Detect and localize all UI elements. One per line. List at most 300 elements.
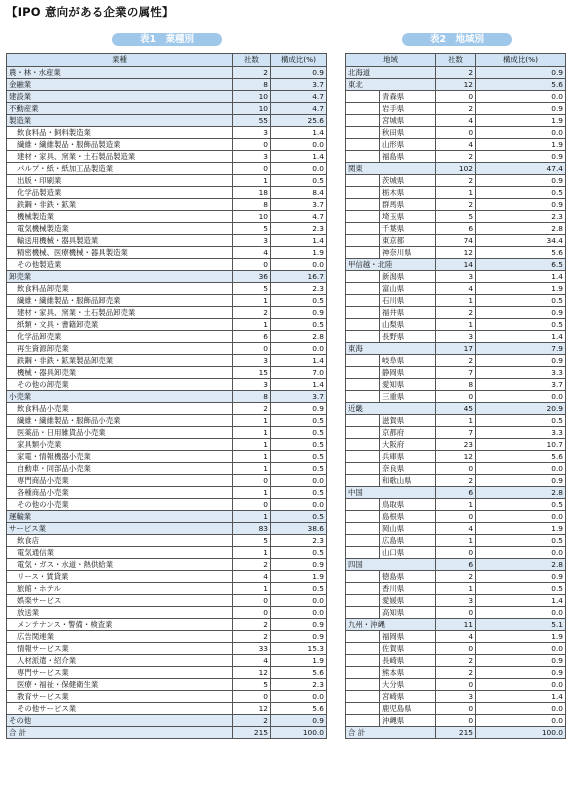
table1-caption: 表1 業種別 [112, 33, 222, 46]
prefecture-name: 三重県 [380, 391, 436, 403]
company-count: 4 [436, 631, 476, 643]
table-row [346, 223, 566, 235]
industry-name: 小売業 [7, 391, 233, 403]
company-count: 2 [233, 619, 271, 631]
indent-cell [346, 235, 380, 247]
company-count: 12 [436, 247, 476, 259]
composition-pct: 4.7 [271, 91, 327, 103]
indent-cell [346, 535, 380, 547]
industry-header-row [7, 54, 327, 67]
company-count: 1 [436, 319, 476, 331]
company-count: 2 [436, 103, 476, 115]
industry-name: 建材・家具、窯業・土石製品製造業 [7, 151, 233, 163]
industry-name: 医療・福祉・保健衛生業 [7, 679, 233, 691]
company-count: 12 [233, 667, 271, 679]
company-count: 0 [436, 91, 476, 103]
company-count: 18 [233, 187, 271, 199]
company-count: 5 [436, 211, 476, 223]
region-name: 合 計 [346, 727, 436, 739]
category-row [7, 103, 327, 115]
total-row [7, 727, 327, 739]
table-row [7, 259, 327, 271]
prefecture-name: 滋賀県 [380, 415, 436, 427]
indent-cell [346, 439, 380, 451]
composition-pct: 0.5 [476, 415, 566, 427]
composition-pct: 0.9 [476, 667, 566, 679]
table-row [7, 547, 327, 559]
prefecture-name: 愛媛県 [380, 595, 436, 607]
header-pct: 構成比(%) [271, 54, 327, 67]
prefecture-name: 島根県 [380, 511, 436, 523]
composition-pct: 0.5 [476, 319, 566, 331]
company-count: 0 [436, 463, 476, 475]
company-count: 2 [233, 559, 271, 571]
indent-cell [346, 607, 380, 619]
industry-name: 製造業 [7, 115, 233, 127]
composition-pct: 1.9 [476, 631, 566, 643]
company-count: 2 [436, 199, 476, 211]
header-count: 社数 [436, 54, 476, 67]
composition-pct: 0.0 [271, 139, 327, 151]
company-count: 2 [436, 655, 476, 667]
company-count: 2 [436, 151, 476, 163]
prefecture-name: 長野県 [380, 331, 436, 343]
composition-pct: 0.5 [271, 427, 327, 439]
company-count: 3 [233, 379, 271, 391]
company-count: 215 [436, 727, 476, 739]
company-count: 6 [436, 487, 476, 499]
company-count: 3 [233, 235, 271, 247]
region-row [346, 343, 566, 355]
composition-pct: 20.9 [476, 403, 566, 415]
indent-cell [346, 583, 380, 595]
composition-pct: 1.4 [476, 595, 566, 607]
table-row [7, 691, 327, 703]
industry-name: 飲食料品卸売業 [7, 283, 233, 295]
prefecture-name: 奈良県 [380, 463, 436, 475]
composition-pct: 3.7 [476, 379, 566, 391]
company-count: 6 [233, 331, 271, 343]
prefecture-name: 岡山県 [380, 523, 436, 535]
prefecture-name: 香川県 [380, 583, 436, 595]
composition-pct: 1.9 [476, 139, 566, 151]
composition-pct: 3.3 [476, 427, 566, 439]
page-title: 【IPO 意向がある企業の属性】 [6, 5, 174, 19]
company-count: 8 [233, 79, 271, 91]
table-row [346, 151, 566, 163]
category-row [7, 511, 327, 523]
indent-cell [346, 451, 380, 463]
composition-pct: 0.9 [476, 151, 566, 163]
composition-pct: 1.9 [271, 247, 327, 259]
table-row [7, 595, 327, 607]
company-count: 215 [233, 727, 271, 739]
indent-cell [346, 427, 380, 439]
prefecture-name: 秋田県 [380, 127, 436, 139]
industry-name: 放送業 [7, 607, 233, 619]
composition-pct: 0.5 [271, 487, 327, 499]
company-count: 1 [233, 175, 271, 187]
prefecture-name: 高知県 [380, 607, 436, 619]
composition-pct: 0.9 [271, 67, 327, 79]
company-count: 6 [436, 223, 476, 235]
composition-pct: 0.5 [271, 295, 327, 307]
company-count: 1 [233, 451, 271, 463]
composition-pct: 25.6 [271, 115, 327, 127]
industry-name: 運輸業 [7, 511, 233, 523]
region-name: 北海道 [346, 67, 436, 79]
region-name: 関東 [346, 163, 436, 175]
company-count: 1 [233, 295, 271, 307]
composition-pct: 5.6 [271, 703, 327, 715]
table-row [346, 439, 566, 451]
composition-pct: 5.6 [476, 79, 566, 91]
region-header-row [346, 54, 566, 67]
table-row [7, 139, 327, 151]
indent-cell [346, 511, 380, 523]
composition-pct: 3.7 [271, 199, 327, 211]
prefecture-name: 鳥取県 [380, 499, 436, 511]
composition-pct: 0.9 [271, 307, 327, 319]
company-count: 1 [436, 535, 476, 547]
composition-pct: 2.3 [271, 679, 327, 691]
industry-name: 電気通信業 [7, 547, 233, 559]
composition-pct: 5.1 [476, 619, 566, 631]
industry-name: その他の卸売業 [7, 379, 233, 391]
composition-pct: 100.0 [271, 727, 327, 739]
region-name: 九州・沖縄 [346, 619, 436, 631]
prefecture-name: 愛知県 [380, 379, 436, 391]
indent-cell [346, 331, 380, 343]
table-row [346, 607, 566, 619]
table-row [7, 427, 327, 439]
industry-name: 家電・情報機器小売業 [7, 451, 233, 463]
company-count: 0 [436, 643, 476, 655]
composition-pct: 0.5 [271, 439, 327, 451]
industry-name: 電気・ガス・水道・熱供給業 [7, 559, 233, 571]
category-row [7, 79, 327, 91]
table-row [7, 211, 327, 223]
region-name: 東海 [346, 343, 436, 355]
table-row [7, 607, 327, 619]
table-row [346, 535, 566, 547]
composition-pct: 38.6 [271, 523, 327, 535]
indent-cell [346, 175, 380, 187]
table-row [7, 235, 327, 247]
table-row [346, 511, 566, 523]
region-name: 四国 [346, 559, 436, 571]
indent-cell [346, 631, 380, 643]
composition-pct: 8.4 [271, 187, 327, 199]
table-row [346, 631, 566, 643]
composition-pct: 1.9 [271, 655, 327, 667]
region-table [345, 53, 566, 739]
composition-pct: 10.7 [476, 439, 566, 451]
company-count: 10 [233, 211, 271, 223]
table-row [7, 295, 327, 307]
table-row [7, 583, 327, 595]
company-count: 2 [233, 307, 271, 319]
company-count: 4 [436, 283, 476, 295]
prefecture-name: 福岡県 [380, 631, 436, 643]
table-row [346, 199, 566, 211]
table-row [346, 91, 566, 103]
table-row [7, 223, 327, 235]
table-row [7, 643, 327, 655]
table-row [346, 283, 566, 295]
composition-pct: 0.9 [476, 67, 566, 79]
table2-caption: 表2 地域別 [402, 33, 512, 46]
composition-pct: 2.8 [271, 331, 327, 343]
industry-name: 不動産業 [7, 103, 233, 115]
industry-name: その他 [7, 715, 233, 727]
composition-pct: 0.5 [271, 583, 327, 595]
industry-table [6, 53, 327, 739]
table-row [346, 295, 566, 307]
table-row [346, 703, 566, 715]
header-pct: 構成比(%) [476, 54, 566, 67]
composition-pct: 4.7 [271, 103, 327, 115]
table-row [346, 715, 566, 727]
table-row [7, 619, 327, 631]
region-row [346, 67, 566, 79]
table-row [7, 571, 327, 583]
composition-pct: 0.5 [476, 535, 566, 547]
indent-cell [346, 499, 380, 511]
table-row [7, 679, 327, 691]
composition-pct: 0.5 [271, 415, 327, 427]
region-name: 中国 [346, 487, 436, 499]
company-count: 5 [233, 679, 271, 691]
indent-cell [346, 475, 380, 487]
composition-pct: 0.9 [476, 103, 566, 115]
company-count: 10 [233, 103, 271, 115]
composition-pct: 0.0 [476, 643, 566, 655]
prefecture-name: 大分県 [380, 679, 436, 691]
composition-pct: 100.0 [476, 727, 566, 739]
indent-cell [346, 91, 380, 103]
composition-pct: 0.5 [476, 187, 566, 199]
composition-pct: 1.4 [271, 127, 327, 139]
table-row [7, 199, 327, 211]
company-count: 3 [436, 331, 476, 343]
company-count: 11 [436, 619, 476, 631]
table-row [7, 151, 327, 163]
company-count: 1 [436, 583, 476, 595]
company-count: 5 [233, 223, 271, 235]
table-row [7, 187, 327, 199]
prefecture-name: 群馬県 [380, 199, 436, 211]
company-count: 0 [233, 163, 271, 175]
table-row [346, 427, 566, 439]
composition-pct: 5.6 [476, 451, 566, 463]
indent-cell [346, 523, 380, 535]
prefecture-name: 沖縄県 [380, 715, 436, 727]
prefecture-name: 新潟県 [380, 271, 436, 283]
composition-pct: 0.9 [476, 307, 566, 319]
indent-cell [346, 223, 380, 235]
company-count: 2 [233, 715, 271, 727]
company-count: 7 [436, 367, 476, 379]
company-count: 0 [233, 475, 271, 487]
table-row [346, 367, 566, 379]
indent-cell [346, 115, 380, 127]
industry-name: 専門商品小売業 [7, 475, 233, 487]
composition-pct: 0.9 [271, 403, 327, 415]
prefecture-name: 徳島県 [380, 571, 436, 583]
indent-cell [346, 283, 380, 295]
indent-cell [346, 367, 380, 379]
industry-name: その他サービス業 [7, 703, 233, 715]
composition-pct: 1.4 [476, 271, 566, 283]
table-row [346, 595, 566, 607]
composition-pct: 1.9 [476, 283, 566, 295]
industry-name: 建材・家具、窯業・土石製品卸売業 [7, 307, 233, 319]
indent-cell [346, 151, 380, 163]
composition-pct: 0.5 [476, 583, 566, 595]
region-row [346, 619, 566, 631]
region-name: 甲信越・北陸 [346, 259, 436, 271]
prefecture-name: 静岡県 [380, 367, 436, 379]
composition-pct: 0.0 [271, 595, 327, 607]
table-row [7, 439, 327, 451]
composition-pct: 3.7 [271, 391, 327, 403]
company-count: 12 [436, 79, 476, 91]
prefecture-name: 石川県 [380, 295, 436, 307]
prefecture-name: 岩手県 [380, 103, 436, 115]
composition-pct: 0.0 [476, 715, 566, 727]
company-count: 23 [436, 439, 476, 451]
prefecture-name: 宮城県 [380, 115, 436, 127]
company-count: 4 [233, 571, 271, 583]
company-count: 1 [233, 427, 271, 439]
indent-cell [346, 271, 380, 283]
composition-pct: 2.8 [476, 487, 566, 499]
industry-name: 娯楽サービス [7, 595, 233, 607]
composition-pct: 1.4 [271, 235, 327, 247]
company-count: 0 [233, 499, 271, 511]
composition-pct: 0.9 [476, 175, 566, 187]
table-row [346, 355, 566, 367]
industry-name: 出版・印刷業 [7, 175, 233, 187]
prefecture-name: 山梨県 [380, 319, 436, 331]
company-count: 1 [233, 463, 271, 475]
composition-pct: 0.0 [271, 259, 327, 271]
company-count: 1 [233, 319, 271, 331]
company-count: 2 [436, 571, 476, 583]
indent-cell [346, 355, 380, 367]
industry-name: 飲食料品・飼料製造業 [7, 127, 233, 139]
table-row [7, 415, 327, 427]
company-count: 3 [233, 355, 271, 367]
indent-cell [346, 199, 380, 211]
company-count: 0 [436, 391, 476, 403]
table-row [7, 535, 327, 547]
indent-cell [346, 415, 380, 427]
composition-pct: 5.6 [476, 247, 566, 259]
table-row [346, 463, 566, 475]
prefecture-name: 山形県 [380, 139, 436, 151]
industry-name: 紙類・文具・書籍卸売業 [7, 319, 233, 331]
indent-cell [346, 127, 380, 139]
indent-cell [346, 139, 380, 151]
company-count: 1 [233, 583, 271, 595]
industry-name: 家具類小売業 [7, 439, 233, 451]
prefecture-name: 佐賀県 [380, 643, 436, 655]
table-row [346, 451, 566, 463]
industry-name: 化学品卸売業 [7, 331, 233, 343]
company-count: 4 [436, 139, 476, 151]
table-row [346, 247, 566, 259]
composition-pct: 0.0 [476, 547, 566, 559]
composition-pct: 0.0 [476, 679, 566, 691]
composition-pct: 0.9 [476, 571, 566, 583]
table-row [346, 667, 566, 679]
total-row [346, 727, 566, 739]
industry-name: 農・林・水産業 [7, 67, 233, 79]
company-count: 102 [436, 163, 476, 175]
table-row [7, 175, 327, 187]
industry-name: 卸売業 [7, 271, 233, 283]
indent-cell [346, 715, 380, 727]
industry-name: 再生資源卸売業 [7, 343, 233, 355]
company-count: 0 [233, 595, 271, 607]
category-row [7, 91, 327, 103]
table-row [346, 415, 566, 427]
composition-pct: 0.9 [271, 619, 327, 631]
company-count: 8 [233, 391, 271, 403]
table-row [346, 235, 566, 247]
table-row [346, 211, 566, 223]
table-row [7, 283, 327, 295]
table-row [7, 703, 327, 715]
industry-name: 情報サービス業 [7, 643, 233, 655]
table-row [7, 631, 327, 643]
company-count: 0 [436, 547, 476, 559]
table-row [346, 307, 566, 319]
prefecture-name: 広島県 [380, 535, 436, 547]
industry-name: 建設業 [7, 91, 233, 103]
industry-name: 各種商品小売業 [7, 487, 233, 499]
company-count: 45 [436, 403, 476, 415]
prefecture-name: 栃木県 [380, 187, 436, 199]
company-count: 2 [436, 175, 476, 187]
industry-name: 鉄鋼・非鉄・鉱業 [7, 199, 233, 211]
company-count: 55 [233, 115, 271, 127]
table-row [346, 583, 566, 595]
table-row [7, 499, 327, 511]
composition-pct: 0.9 [271, 559, 327, 571]
table-row [346, 643, 566, 655]
table-row [7, 379, 327, 391]
table-row [346, 475, 566, 487]
table-row [346, 139, 566, 151]
industry-name: その他製造業 [7, 259, 233, 271]
company-count: 3 [436, 271, 476, 283]
composition-pct: 0.0 [271, 499, 327, 511]
prefecture-name: 茨城県 [380, 175, 436, 187]
company-count: 0 [233, 691, 271, 703]
indent-cell [346, 211, 380, 223]
category-row [7, 523, 327, 535]
industry-name: 医薬品・日用雑貨品小売業 [7, 427, 233, 439]
table-row [346, 655, 566, 667]
company-count: 1 [233, 439, 271, 451]
composition-pct: 1.4 [271, 151, 327, 163]
industry-name: サービス業 [7, 523, 233, 535]
company-count: 17 [436, 343, 476, 355]
composition-pct: 7.9 [476, 343, 566, 355]
